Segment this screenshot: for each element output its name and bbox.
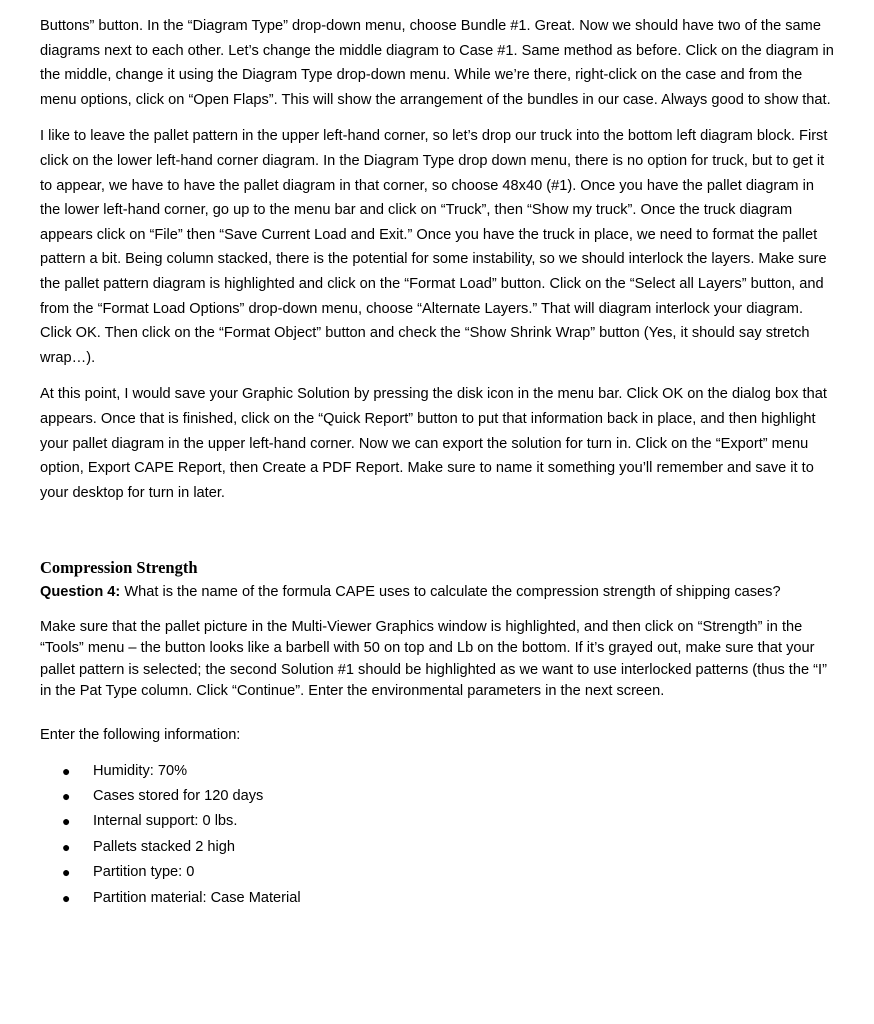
paragraph-diagram-type: Buttons” button. In the “Diagram Type” drop-down menu, choose Bundle #1. Great. Now we should have two of the same diagrams next to each other. Let’s change the middle diagram to Case #1. Same method as before. Click on the diagram in the middle, change it using the Diagram Type drop-down menu. While we’re there, right-click on the case and from the menu options, click on “Open Flaps”. This will show the arrangement of the bundles in our case. Always good to show that. [40, 18, 834, 108]
bullet-icon: ● [62, 787, 71, 804]
list-item [62, 759, 835, 784]
list-item [62, 860, 835, 885]
list-item [62, 809, 835, 834]
list-item [62, 886, 835, 911]
list-item-text: Humidity: 70% [93, 762, 188, 779]
bullet-icon: ● [62, 813, 71, 830]
list-item-text: Partition type: 0 [93, 864, 195, 881]
document-page [40, 14, 835, 911]
list-intro: Enter the following information: [40, 726, 241, 743]
section-spacer [40, 517, 835, 556]
bullet-icon: ● [62, 838, 71, 855]
list-item-text: Internal support: 0 lbs. [93, 813, 238, 830]
section-heading: Compression Strength [40, 558, 198, 578]
bullet-icon: ● [62, 889, 71, 906]
parameter-list [40, 759, 835, 911]
bullet-icon: ● [62, 762, 71, 779]
question-label: Question 4: [40, 584, 121, 601]
question-4 [40, 580, 835, 605]
paragraph-export-report: At this point, I would save your Graphic Solution by pressing the disk icon in the menu bar. Click OK on the dialog box that appears. Once that is finished, click on the “Quick Report” button to put that information back in place, and then highlight your pallet diagram in the upper left-hand corner. Now we can export the solution for turn in. Click on the “Export” menu option, Export CAPE Report, then Create a PDF Report. Make sure to name it something you’ll remember and save it to your desktop for turn in later. [40, 386, 827, 501]
strength-instructions: Make sure that the pallet picture in the Multi-Viewer Graphics window is highlighted, and then click on “Strength” in the “Tools” menu – the button looks like a barbell with 50 on top and Lb on the bottom. If it’s grayed out, make sure that your pallet pattern is selected; the second Solution #1 should be highlighted as we want to use interlocked patterns (thus the “I” in the Pat Type column. Click “Continue”. Enter the environmental parameters in the next screen. [40, 618, 827, 700]
list-item-text: Cases stored for 120 days [93, 787, 264, 804]
list-item [62, 835, 835, 860]
question-text: What is the name of the formula CAPE uses to calculate the compression strength of shipping cases? [120, 584, 781, 601]
list-item-text: Partition material: Case Material [93, 889, 301, 906]
bullet-icon: ● [62, 864, 71, 881]
list-item [62, 784, 835, 809]
paragraph-truck-diagram: I like to leave the pallet pattern in the upper left-hand corner, so let’s drop our truck into the bottom left diagram block. First click on the lower left-hand corner diagram. In the Diagram Type drop down menu, there is no option for truck, but to get it to appear, we have to have the pallet diagram in that corner, so choose 48x40 (#1). Once you have the pallet diagram in the lower left-hand corner, go up to the menu bar and click on “Truck”, then “Show my truck”. Once the truck diagram appears click on “File” then “Save Current Load and Exit.” Once you have the truck in place, we need to format the pallet pattern a bit. Being column stacked, there is the potential for some instability, so we should interlock the layers. Make sure the pallet pattern diagram is highlighted and click on the “Format Load” button. Click on the “Select all Layers” button, and from the “Format Load Options” drop-down menu, choose “Alternate Layers.” That will diagram interlock your diagram. Click OK. Then click on the “Format Object” button and check the “Show Shrink Wrap” button (Yes, it should say stretch wrap…). [40, 128, 828, 366]
list-item-text: Pallets stacked 2 high [93, 838, 235, 855]
